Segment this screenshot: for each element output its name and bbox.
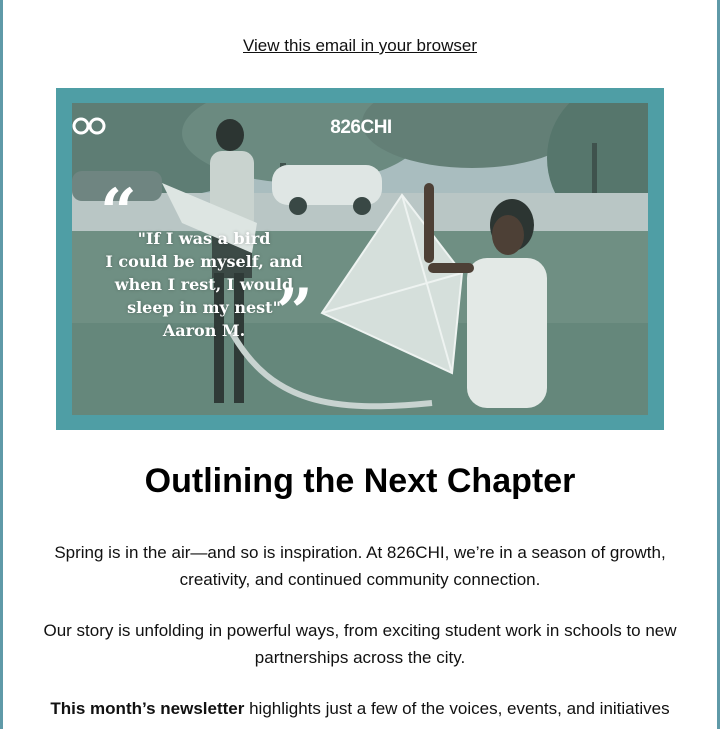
open-quote-icon: “ — [100, 175, 137, 250]
intro-paragraph: Spring is in the air—and so is inspiration. At 826CHI, we’re in a season of growth, creativity, and continued community connection. — [54, 543, 666, 589]
view-in-browser-link[interactable]: View this email in your browser — [243, 36, 477, 55]
quote-line: when I rest, I would — [114, 275, 294, 294]
hero-banner — [56, 88, 664, 430]
quote-line: "If I was a bird — [137, 229, 271, 248]
brand-logo-text: 826CHI — [330, 117, 392, 138]
story-paragraph: Our story is unfolding in powerful ways, from exciting student work in schools to new partnerships across the city. — [43, 621, 677, 667]
brand-logo — [72, 117, 648, 139]
quote-line: sleep in my nest" — [127, 298, 281, 317]
newsletter-paragraph-rest: highlights just a few of the voices, events, and initiatives — [244, 699, 670, 718]
hero-photo — [72, 103, 648, 415]
article-title: Outlining the Next Chapter — [144, 462, 576, 500]
newsletter-highlight: This month’s newsletter — [50, 699, 245, 718]
newsletter-paragraph — [30, 695, 690, 722]
close-quote-icon: ” — [276, 275, 313, 350]
quote-author: Aaron M. — [162, 321, 246, 340]
email-frame-left — [0, 0, 3, 729]
student-quote — [104, 227, 304, 342]
quote-line: I could be myself, and — [105, 252, 303, 271]
